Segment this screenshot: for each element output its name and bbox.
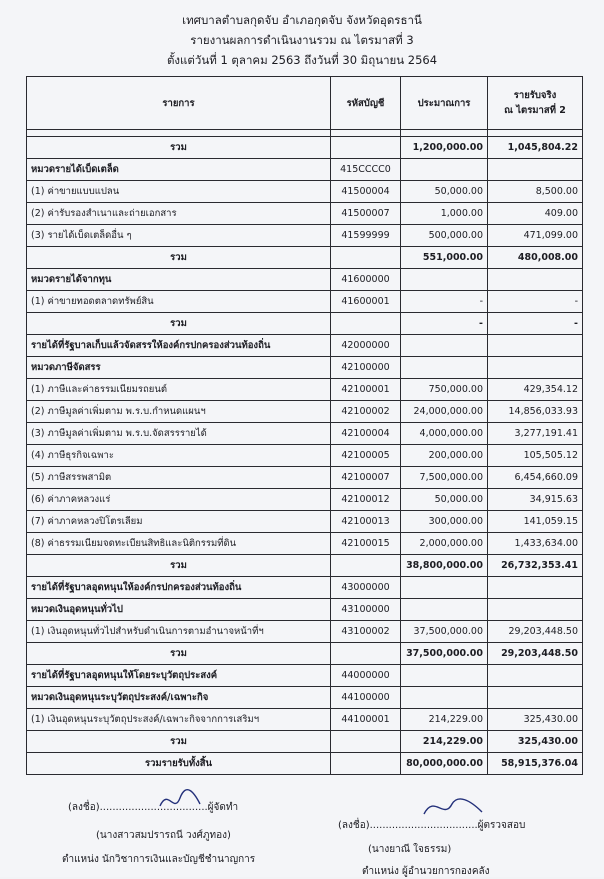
table-total-row	[27, 247, 583, 269]
table-row	[27, 489, 583, 511]
cell-code: 41500007	[331, 203, 401, 225]
cell-budget: 38,800,000.00	[401, 555, 488, 577]
cell-actual: -	[488, 313, 583, 335]
reviewer-signature-line: (ลงชื่อ)..................................ผู้ตรวจสอบ	[338, 820, 526, 831]
cell-budget: 4,000,000.00	[401, 423, 488, 445]
cell-code	[331, 137, 401, 159]
cell-budget: 500,000.00	[401, 225, 488, 247]
cell-budget: 37,500,000.00	[401, 621, 488, 643]
cell-actual: 8,500.00	[488, 181, 583, 203]
cell-item: (8) ค่าธรรมเนียมจดทะเบียนสิทธิและนิติกรรมที่ดิน	[27, 533, 331, 555]
org-title: เทศบาลตำบลกุดจับ อำเภอกุดจับ จังหวัดอุดรธานี	[182, 13, 422, 27]
cell-budget: -	[401, 313, 488, 335]
cell-actual: 471,099.00	[488, 225, 583, 247]
cell-item: รวมรายรับทั้งสิ้น	[27, 753, 331, 775]
cell-code: 41500004	[331, 181, 401, 203]
table-total-row	[27, 643, 583, 665]
cell-code: 44100001	[331, 709, 401, 731]
preparer-name: (นางสาวสมปรารถนี วงศ์ภูทอง)	[96, 830, 231, 841]
cell-code: 44100000	[331, 687, 401, 709]
cell-item: รายได้ที่รัฐบาลอุดหนุนให้องค์กรปกครองส่วนท้องถิ่น	[27, 577, 331, 599]
cell-item: (1) ค่าขายแบบแปลน	[27, 181, 331, 203]
table-category-row	[27, 665, 583, 687]
cell-item: (1) ค่าขายทอดตลาดทรัพย์สิน	[27, 291, 331, 313]
table-row	[27, 709, 583, 731]
cell-item: หมวดรายได้เบ็ดเตล็ด	[27, 159, 331, 181]
col-header-item: รายการ	[27, 77, 331, 130]
cell-budget: 214,229.00	[401, 731, 488, 753]
cell-code: 43100000	[331, 599, 401, 621]
cell-actual: 29,203,448.50	[488, 643, 583, 665]
cell-code	[331, 247, 401, 269]
cell-budget: 50,000.00	[401, 181, 488, 203]
cell-code: 42100000	[331, 357, 401, 379]
cell-budget: 300,000.00	[401, 511, 488, 533]
cell-budget	[401, 665, 488, 687]
cell-actual: 325,430.00	[488, 709, 583, 731]
cell-code: 42100005	[331, 445, 401, 467]
cell-budget	[401, 687, 488, 709]
cell-code: 42100004	[331, 423, 401, 445]
table-total-row	[27, 555, 583, 577]
table-spacer-row	[27, 130, 583, 137]
cell-item: (3) ภาษีมูลค่าเพิ่มตาม พ.ร.บ.จัดสรรรายได้	[27, 423, 331, 445]
preparer-position: ตำแหน่ง นักวิชาการเงินและบัญชีชำนาญการ	[62, 854, 256, 865]
cell-actual: 29,203,448.50	[488, 621, 583, 643]
table-row	[27, 225, 583, 247]
table-category-row	[27, 599, 583, 621]
table-total-row	[27, 731, 583, 753]
revenue-table	[26, 76, 583, 775]
cell-actual: 1,433,634.00	[488, 533, 583, 555]
cell-actual: 34,915.63	[488, 489, 583, 511]
cell-actual: 105,505.12	[488, 445, 583, 467]
cell-item: (2) ค่ารับรองสำเนาและถ่ายเอกสาร	[27, 203, 331, 225]
cell-actual: -	[488, 291, 583, 313]
reviewer-name: (นางยาณี ใจธรรม)	[368, 844, 452, 855]
cell-budget: 37,500,000.00	[401, 643, 488, 665]
cell-actual: 429,354.12	[488, 379, 583, 401]
cell-code: 42100015	[331, 533, 401, 555]
cell-item: รวม	[27, 137, 331, 159]
cell-budget: 50,000.00	[401, 489, 488, 511]
cell-item: รายได้ที่รัฐบาลอุดหนุนให้โดยระบุวัตถุประสงค์	[27, 665, 331, 687]
cell-item: (1) เงินอุดหนุนระบุวัตถุประสงค์/เฉพาะกิจจากการเสริมฯ	[27, 709, 331, 731]
cell-budget	[401, 577, 488, 599]
cell-item: (4) ภาษีธุรกิจเฉพาะ	[27, 445, 331, 467]
cell-actual: 58,915,376.04	[488, 753, 583, 775]
table-row	[27, 445, 583, 467]
table-body	[27, 130, 583, 775]
cell-budget	[401, 335, 488, 357]
cell-actual: 26,732,353.41	[488, 555, 583, 577]
table-row	[27, 291, 583, 313]
cell-budget: 1,200,000.00	[401, 137, 488, 159]
cell-item: รวม	[27, 731, 331, 753]
cell-item: หมวดรายได้จากทุน	[27, 269, 331, 291]
col-header-code: รหัสบัญชี	[331, 77, 401, 130]
table-category-row	[27, 159, 583, 181]
table-total-row	[27, 753, 583, 775]
cell-code	[331, 130, 401, 137]
cell-item: หมวดภาษีจัดสรร	[27, 357, 331, 379]
table-row	[27, 533, 583, 555]
table-row	[27, 181, 583, 203]
table-category-row	[27, 335, 583, 357]
cell-item: (1) ภาษีและค่าธรรมเนียมรถยนต์	[27, 379, 331, 401]
table-row	[27, 467, 583, 489]
col-header-actual-line2: ณ ไตรมาสที่ 2	[504, 105, 566, 116]
col-header-budget: ประมาณการ	[401, 77, 488, 130]
cell-actual	[488, 599, 583, 621]
cell-item: รายได้ที่รัฐบาลเก็บแล้วจัดสรรให้องค์กรปกครองส่วนท้องถิ่น	[27, 335, 331, 357]
cell-item: (7) ค่าภาคหลวงปิโตรเลียม	[27, 511, 331, 533]
table-category-row	[27, 687, 583, 709]
cell-code	[331, 643, 401, 665]
cell-item: (3) รายได้เบ็ดเตล็ดอื่น ๆ	[27, 225, 331, 247]
cell-budget: 1,000.00	[401, 203, 488, 225]
cell-actual: 3,277,191.41	[488, 423, 583, 445]
cell-item: (1) เงินอุดหนุนทั่วไปสำหรับดำเนินการตามอำนาจหน้าที่ฯ	[27, 621, 331, 643]
cell-actual: 6,454,660.09	[488, 467, 583, 489]
table-category-row	[27, 269, 583, 291]
cell-budget	[401, 159, 488, 181]
reviewer-signature-mark	[418, 790, 488, 824]
cell-code	[331, 731, 401, 753]
cell-actual	[488, 130, 583, 137]
table-total-row	[27, 137, 583, 159]
report-period: ตั้งแต่วันที่ 1 ตุลาคม 2563 ถึงวันที่ 30 มิถุนายน 2564	[166, 53, 438, 67]
cell-budget	[401, 599, 488, 621]
table-category-row	[27, 577, 583, 599]
cell-budget: 80,000,000.00	[401, 753, 488, 775]
cell-code	[331, 313, 401, 335]
cell-code: 41600000	[331, 269, 401, 291]
cell-item: รวม	[27, 313, 331, 335]
cell-actual: 14,856,033.93	[488, 401, 583, 423]
report-title: รายงานผลการดำเนินงานรวม ณ ไตรมาสที่ 3	[190, 33, 414, 47]
cell-item: รวม	[27, 555, 331, 577]
cell-code: 41600001	[331, 291, 401, 313]
table-header-row	[27, 77, 583, 130]
cell-item: (2) ภาษีมูลค่าเพิ่มตาม พ.ร.บ.กำหนดแผนฯ	[27, 401, 331, 423]
cell-budget: 2,000,000.00	[401, 533, 488, 555]
cell-budget: 551,000.00	[401, 247, 488, 269]
cell-item	[27, 130, 331, 137]
reviewer-position: ตำแหน่ง ผู้อำนวยการกองคลัง	[362, 866, 490, 877]
cell-item: รวม	[27, 643, 331, 665]
cell-actual	[488, 269, 583, 291]
cell-budget: -	[401, 291, 488, 313]
cell-code	[331, 753, 401, 775]
preparer-signature-mark	[150, 786, 210, 816]
cell-code: 42100002	[331, 401, 401, 423]
cell-actual: 325,430.00	[488, 731, 583, 753]
cell-budget: 7,500,000.00	[401, 467, 488, 489]
report-header	[0, 10, 604, 70]
cell-actual	[488, 335, 583, 357]
cell-budget: 24,000,000.00	[401, 401, 488, 423]
cell-actual	[488, 665, 583, 687]
cell-item: รวม	[27, 247, 331, 269]
cell-item: หมวดเงินอุดหนุนทั่วไป	[27, 599, 331, 621]
cell-code: 43100002	[331, 621, 401, 643]
table-row	[27, 401, 583, 423]
cell-budget: 214,229.00	[401, 709, 488, 731]
cell-actual: 480,008.00	[488, 247, 583, 269]
cell-budget	[401, 269, 488, 291]
cell-code: 44000000	[331, 665, 401, 687]
preparer-signature-line: (ลงชื่อ)..................................ผู้จัดทำ	[68, 802, 239, 813]
cell-code: 41599999	[331, 225, 401, 247]
table-row	[27, 203, 583, 225]
cell-actual	[488, 577, 583, 599]
cell-code: 42100007	[331, 467, 401, 489]
table-row	[27, 423, 583, 445]
cell-code: 43000000	[331, 577, 401, 599]
col-header-actual-line1: รายรับจริง	[513, 90, 557, 101]
cell-actual: 409.00	[488, 203, 583, 225]
cell-budget	[401, 357, 488, 379]
cell-code: 42100012	[331, 489, 401, 511]
cell-actual	[488, 159, 583, 181]
cell-actual: 141,059.15	[488, 511, 583, 533]
cell-item: หมวดเงินอุดหนุนระบุวัตถุประสงค์/เฉพาะกิจ	[27, 687, 331, 709]
cell-item: (6) ค่าภาคหลวงแร่	[27, 489, 331, 511]
cell-budget: 750,000.00	[401, 379, 488, 401]
cell-actual: 1,045,804.22	[488, 137, 583, 159]
cell-code: 415CCCC0	[331, 159, 401, 181]
cell-code: 42100013	[331, 511, 401, 533]
col-header-actual	[488, 77, 583, 130]
cell-code: 42100001	[331, 379, 401, 401]
cell-actual	[488, 687, 583, 709]
cell-budget: 200,000.00	[401, 445, 488, 467]
table-total-row	[27, 313, 583, 335]
table-row	[27, 379, 583, 401]
cell-actual	[488, 357, 583, 379]
cell-budget	[401, 130, 488, 137]
table-row	[27, 621, 583, 643]
cell-item: (5) ภาษีสรรพสามิต	[27, 467, 331, 489]
cell-code: 42000000	[331, 335, 401, 357]
cell-code	[331, 555, 401, 577]
table-category-row	[27, 357, 583, 379]
table-row	[27, 511, 583, 533]
